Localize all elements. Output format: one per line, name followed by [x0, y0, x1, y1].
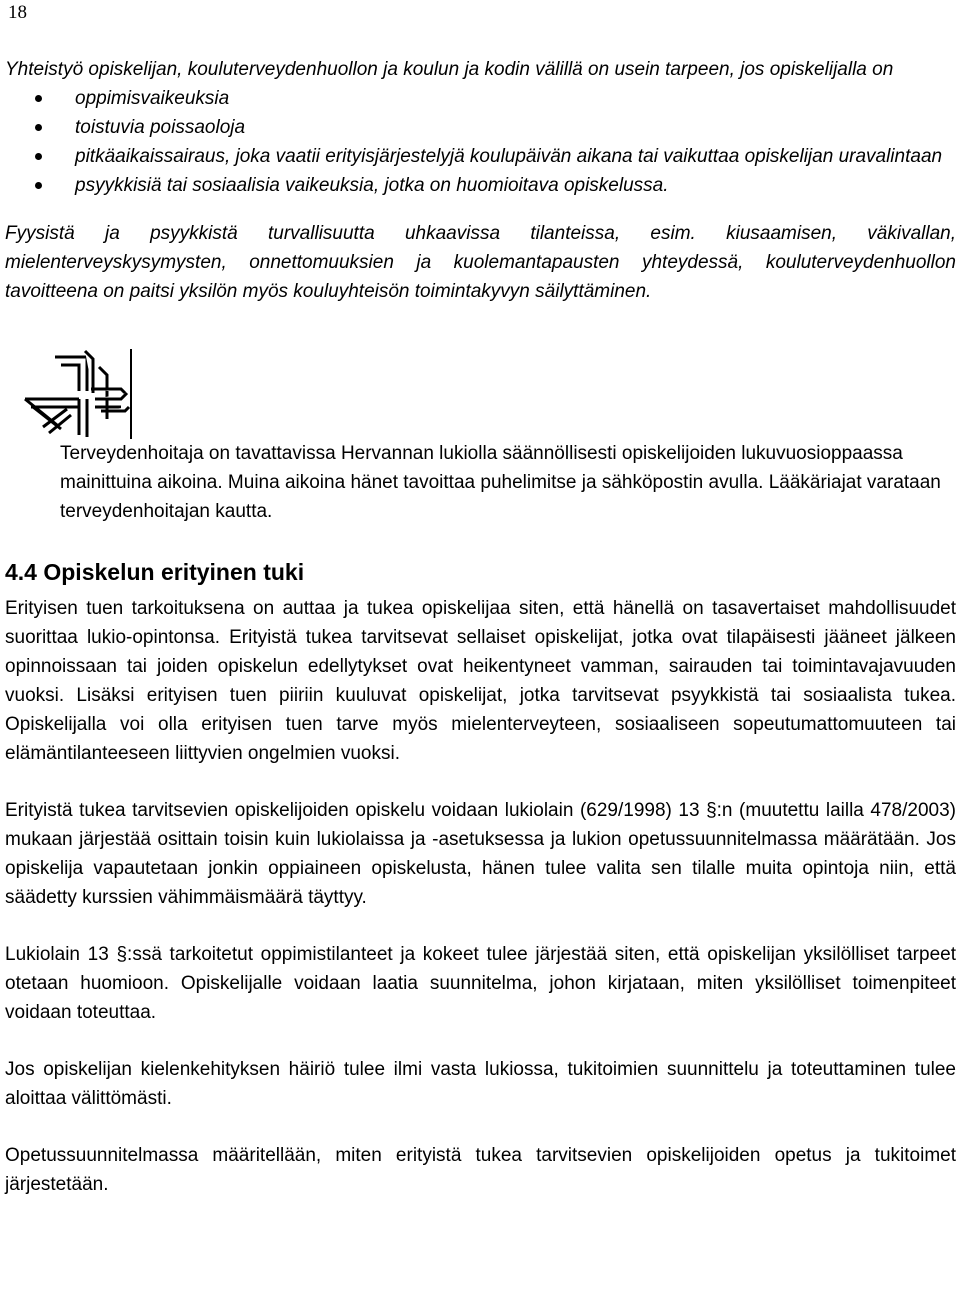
safety-paragraph: Fyysistä ja psyykkistä turvallisuutta uhkaavissa tilanteissa, esim. kiusaamisen, väkivallan, mielenterveyskysymysten, onnettomuuksien ja kuolemantapausten yhteydessä, kouluterveydenhuollon tavoitteena on paitsi yksilön myös kouluyhteisön toimintakyvyn säilyttäminen.	[5, 223, 956, 302]
bullet-icon	[35, 95, 42, 102]
bullet-list	[5, 84, 956, 200]
section-paragraph: Erityistä tukea tarvitsevien opiskelijoiden opiskelu voidaan lukiolain (629/1998) 13 §:n (muutettu lailla 478/2003) mukaan järjestää osittain toisin kuin lukiolaissa ja -asetuksessa ja lukion opetussuunnitelmassa määrätään. Jos opiskelija vapautetaan jonkin oppiaineen opiskelusta, hänen tulee valita sen tilalle muita opintoja niin, että säädetty kurssien vähimmäismäärä täyttyy.	[5, 800, 956, 908]
health-nurse-notice: Terveydenhoitaja on tavattavissa Hervannan lukiolla säännöllisesti opiskelijoiden lukuvuosioppaassa mainittuina aikoina. Muina aikoina hänet tavoittaa puhelimitse ja sähköpostin avulla. Lääkäriajat varataan terveydenhoitajan kautta.	[60, 443, 941, 522]
intro-lead: Yhteistyö opiskelijan, kouluterveydenhuollon ja koulun ja kodin välillä on usein tarpeen, jos opiskelijalla on	[5, 59, 894, 80]
list-item	[5, 142, 956, 171]
bullet-icon	[35, 124, 42, 131]
list-item-text: oppimisvaikeuksia	[75, 88, 230, 109]
list-item	[5, 113, 956, 142]
section-paragraph: Opetussuunnitelmassa määritellään, miten erityistä tukea tarvitsevien opiskelijoiden opetus ja tukitoimet järjestetään.	[5, 1145, 956, 1195]
school-logo-icon	[21, 349, 133, 439]
list-item-text: pitkäaikaissairaus, joka vaatii erityisjärjestelyjä koulupäivän aikana tai vaikuttaa opiskelijan uravalintaan	[75, 146, 943, 167]
bullet-icon	[35, 182, 42, 189]
notice-logo-row	[5, 349, 956, 439]
bullet-icon	[35, 153, 42, 160]
section-paragraph: Jos opiskelijan kielenkehityksen häiriö tulee ilmi vasta lukiossa, tukitoimien suunnittelu ja toteuttaminen tulee aloittaa välittömästi.	[5, 1059, 956, 1109]
section-paragraph: Erityisen tuen tarkoituksena on auttaa ja tukea opiskelijaa siten, että hänellä on tasavertaiset mahdollisuudet suorittaa lukio-opintonsa. Erityistä tukea tarvitsevat sellaiset opiskelijat, jotka ovat tilapäisesti jääneet jälkeen opinnoissaan tai joiden opiskelun edellytykset ovat heikentyneet vamman, sairauden tai toimintavajavuuden vuoksi. Lisäksi erityisen tuen piiriin kuuluvat opiskelijat, jotka tarvitsevat psyykkistä tai sosiaalista tukea. Opiskelijalla voi olla erityisen tuen tarve myös mielenterveyteen, sosiaaliseen sopeutumattomuuteen tai elämäntilanteeseen liittyvien ongelmien vuoksi.	[5, 598, 956, 764]
list-item-text: psyykkisiä tai sosiaalisia vaikeuksia, jotka on huomioitava opiskelussa.	[75, 175, 669, 196]
page-number: 18	[8, 2, 27, 23]
section-heading: 4.4 Opiskelun erityinen tuki	[5, 559, 305, 585]
intro-block	[5, 55, 956, 306]
section-paragraph: Lukiolain 13 §:ssä tarkoitetut oppimistilanteet ja kokeet tulee järjestää siten, että opiskelijan yksilölliset tarpeet otetaan huomioon. Opiskelijalle voidaan laatia suunnitelma, johon kirjataan, miten yksilölliset toimenpiteet voidaan toteuttaa.	[5, 944, 956, 1023]
list-item	[5, 84, 956, 113]
list-item-text: toistuvia poissaoloja	[75, 117, 246, 138]
page-content	[5, 55, 956, 1199]
list-item	[5, 171, 956, 200]
